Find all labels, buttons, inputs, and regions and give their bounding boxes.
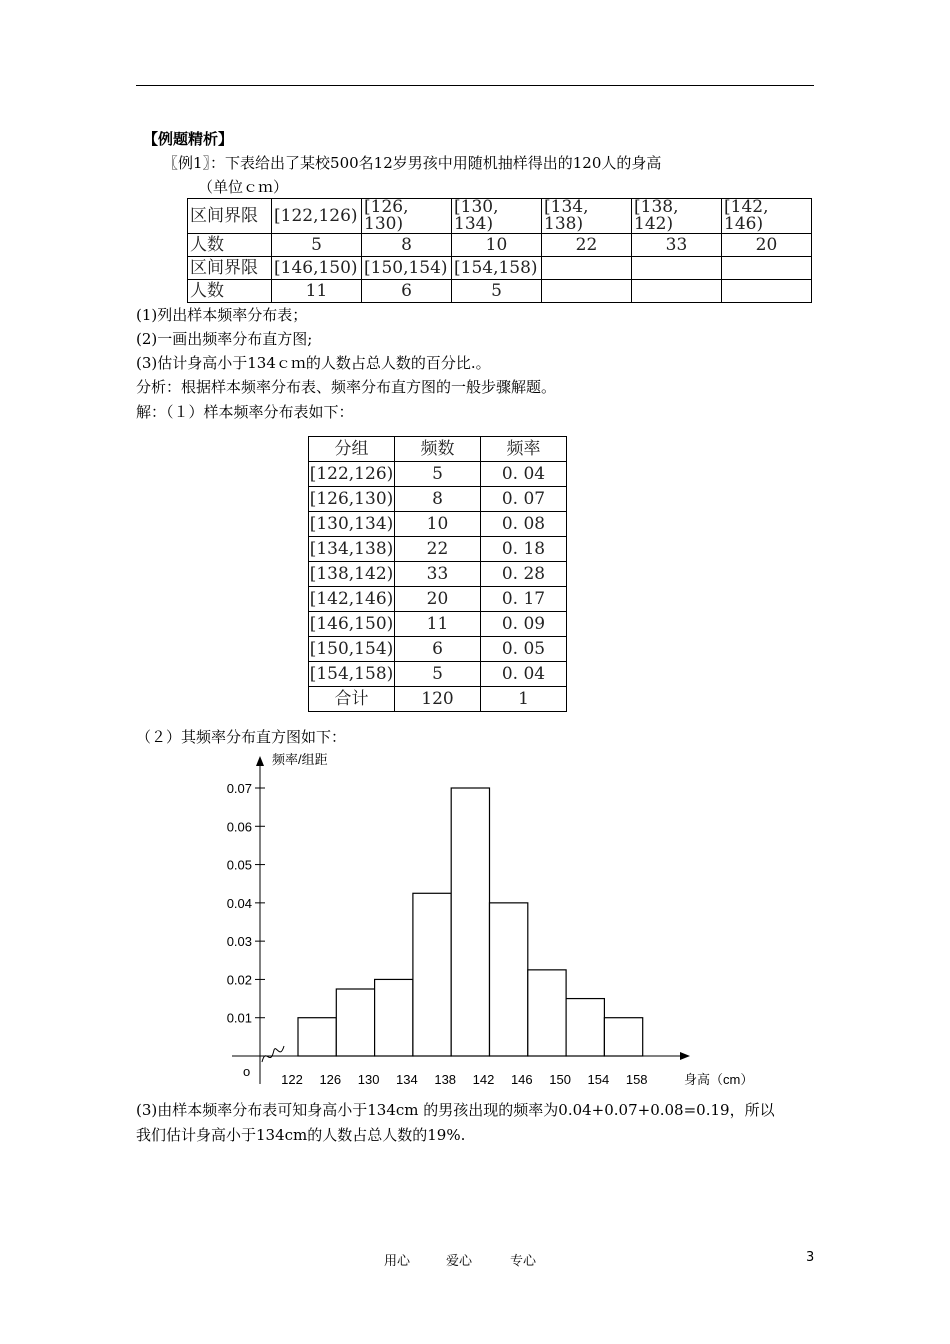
table-cell: [126,130)	[309, 487, 395, 512]
table-cell: 5	[452, 280, 542, 303]
frequency-table	[308, 436, 567, 712]
table-cell: [134,138)	[309, 537, 395, 562]
table-row	[309, 637, 567, 662]
table-cell: [122,126)	[272, 199, 362, 234]
table-cell: 11	[272, 280, 362, 303]
table-cell	[722, 280, 812, 303]
question-1: (1)列出样本频率分布表；	[136, 306, 308, 324]
table-row	[188, 199, 812, 234]
table-cell: [146,150)	[309, 612, 395, 637]
table-cell: 11	[395, 612, 481, 637]
table-cell: [130, 134)	[452, 199, 542, 234]
row-label: 人数	[188, 280, 272, 303]
table-row	[309, 537, 567, 562]
table-cell: 120	[395, 687, 481, 712]
table-cell: [138,142)	[309, 562, 395, 587]
table-row	[188, 280, 812, 303]
table-cell: [138, 142)	[632, 199, 722, 234]
section-heading: 【例题精析】	[143, 130, 234, 148]
histogram-bar	[566, 999, 604, 1056]
table-cell: 0. 04	[481, 462, 567, 487]
table-row	[188, 234, 812, 257]
histogram-bar	[528, 970, 566, 1056]
histogram-bar	[490, 903, 528, 1056]
x-tick-label: 130	[357, 1072, 380, 1087]
table-cell: [150,154)	[362, 257, 452, 280]
y-tick-label: 0.04	[226, 895, 252, 911]
table-cell: [134, 138)	[542, 199, 632, 234]
table-cell: 0. 04	[481, 662, 567, 687]
table-cell: 1	[481, 687, 567, 712]
solution-intro: 解：（１）样本频率分布表如下：	[136, 403, 354, 421]
x-axis-ticks	[281, 1072, 647, 1087]
example-unit: （单位ｃｍ）	[198, 178, 289, 196]
part2-intro: （２）其频率分布直方图如下：	[136, 728, 347, 746]
x-tick-label: 142	[472, 1072, 495, 1087]
histogram-bar	[375, 979, 413, 1056]
table-row	[188, 257, 812, 280]
table-cell: [122,126)	[309, 462, 395, 487]
page-number: 3	[806, 1250, 815, 1265]
table-cell: [130,134)	[309, 512, 395, 537]
table-cell: [154,158)	[452, 257, 542, 280]
y-tick-label: 0.03	[226, 934, 252, 950]
part3-line-1: (3)由样本频率分布表可知身高小于134cm 的男孩出现的频率为0.04+0.07+0.08=0.19，所以	[136, 1101, 775, 1119]
histogram-bar	[604, 1018, 642, 1056]
column-header: 频率	[481, 437, 567, 462]
table-row	[309, 487, 567, 512]
column-header: 频数	[395, 437, 481, 462]
analysis-text: 分析：根据样本频率分布表、频率分布直方图的一般步骤解题。	[136, 378, 557, 396]
example-label: 〖例1〗	[163, 154, 211, 172]
table-cell: 20	[722, 234, 812, 257]
table-cell: 0. 07	[481, 487, 567, 512]
table-header-row	[309, 437, 567, 462]
table-cell: 5	[272, 234, 362, 257]
x-tick-label: 138	[434, 1072, 457, 1087]
y-tick-label: 0.02	[226, 972, 252, 988]
table-cell: [150,154)	[309, 637, 395, 662]
table-cell: 合计	[309, 687, 395, 712]
y-tick-label: 0.01	[226, 1010, 252, 1026]
table-cell: [154,158)	[309, 662, 395, 687]
table-row	[309, 462, 567, 487]
table-cell: 6	[362, 280, 452, 303]
histogram-bar	[336, 989, 374, 1056]
x-tick-label: 126	[319, 1072, 342, 1087]
table-cell	[632, 280, 722, 303]
footer-item: 爱心	[446, 1254, 473, 1269]
table-cell	[632, 257, 722, 280]
x-axis-arrow-icon	[680, 1052, 690, 1060]
x-axis-label: 身高（cm）	[684, 1072, 754, 1087]
table-cell	[722, 257, 812, 280]
table-cell: 22	[395, 537, 481, 562]
table-cell: 0. 08	[481, 512, 567, 537]
table-cell: 20	[395, 587, 481, 612]
table-cell: 0. 05	[481, 637, 567, 662]
histogram-bar	[413, 893, 451, 1056]
footer-item: 专心	[510, 1254, 537, 1269]
row-label: 区间界限	[188, 199, 272, 234]
x-tick-label: 154	[587, 1072, 610, 1087]
row-label: 人数	[188, 234, 272, 257]
x-tick-label: 134	[396, 1072, 418, 1087]
y-tick-label: 0.06	[226, 819, 252, 835]
table-cell	[542, 280, 632, 303]
part3-line-2: 我们估计身高小于134cm的人数占总人数的19%.	[136, 1126, 466, 1144]
chart-bars	[298, 788, 643, 1056]
table-cell: 22	[542, 234, 632, 257]
histogram-bar	[298, 1018, 336, 1056]
example-text: ：下表给出了某校500名12岁男孩中用随机抽样得出的120人的身高	[210, 154, 662, 172]
frequency-histogram	[0, 740, 950, 1100]
table-cell: [126, 130)	[362, 199, 452, 234]
row-label: 区间界限	[188, 257, 272, 280]
table-row	[309, 612, 567, 637]
table-cell: 6	[395, 637, 481, 662]
table-row	[309, 512, 567, 537]
y-axis-arrow-icon	[256, 756, 264, 766]
table-cell: 0. 17	[481, 587, 567, 612]
table-row	[309, 562, 567, 587]
table-cell: 0. 28	[481, 562, 567, 587]
table-row	[309, 587, 567, 612]
height-data-table	[187, 198, 812, 303]
table-total-row	[309, 687, 567, 712]
x-tick-label: 122	[281, 1072, 303, 1087]
table-cell: 8	[395, 487, 481, 512]
question-3: (3)估计身高小于134ｃｍ的人数占总人数的百分比.。	[136, 354, 491, 372]
table-cell: 8	[362, 234, 452, 257]
x-tick-label: 158	[625, 1072, 648, 1087]
histogram-bar	[451, 788, 489, 1056]
x-tick-label: 146	[510, 1072, 533, 1087]
table-row	[309, 662, 567, 687]
y-tick-label: 0.05	[226, 857, 252, 873]
header-rule	[136, 85, 814, 86]
table-cell: 10	[395, 512, 481, 537]
table-cell: 5	[395, 662, 481, 687]
table-cell: 10	[452, 234, 542, 257]
table-cell: [146,150)	[272, 257, 362, 280]
question-2: (2)一画出频率分布直方图;	[136, 330, 313, 348]
y-axis-label: 频率/组距	[272, 752, 328, 767]
x-tick-label: 150	[549, 1072, 571, 1087]
y-axis-ticks	[227, 781, 265, 1026]
table-cell: [142, 146)	[722, 199, 812, 234]
table-cell: 33	[632, 234, 722, 257]
table-cell: 0. 09	[481, 612, 567, 637]
column-header: 分组	[309, 437, 395, 462]
example-statement	[163, 152, 661, 173]
axis-break-icon	[262, 1046, 284, 1062]
table-cell	[542, 257, 632, 280]
y-tick-label: 0.07	[226, 781, 252, 796]
table-cell: 0. 18	[481, 537, 567, 562]
table-cell: 33	[395, 562, 481, 587]
origin-label: o	[243, 1064, 251, 1079]
table-cell: 5	[395, 462, 481, 487]
footer-item: 用心	[384, 1254, 411, 1269]
table-cell: [142,146)	[309, 587, 395, 612]
